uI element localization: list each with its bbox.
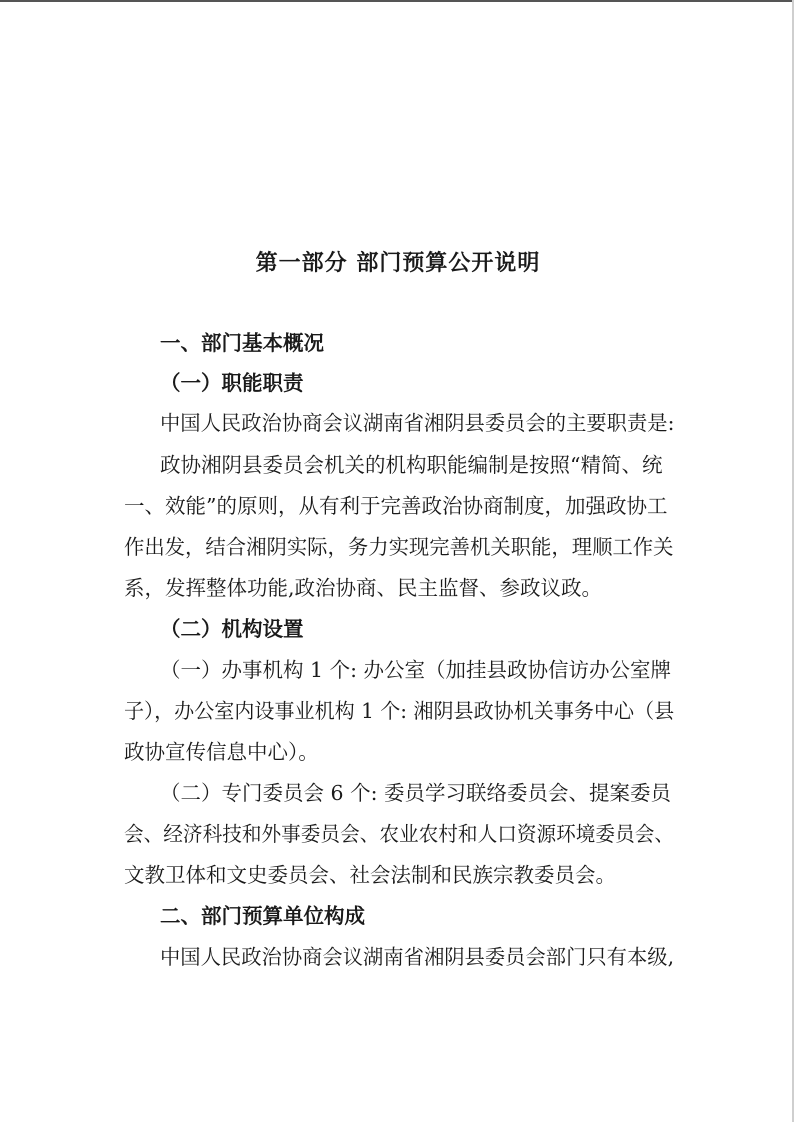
scan-top-edge [0, 0, 794, 2]
section-heading-budget-units: 二、部门预算单位构成 [160, 904, 365, 928]
duties-para-line: 系，发挥整体功能,政治协商、民主监督、参政议政。 [124, 576, 603, 600]
duties-para-line: 政协湘阴县委员会机关的机构职能编制是按照“精简、统 [160, 453, 663, 477]
document-title: 第一部分 部门预算公开说明 [255, 250, 541, 276]
organization-item2-line: （二）专门委员会 6 个: 委员学习联络委员会、提案委员 [160, 781, 671, 805]
organization-item1-line: 政协宣传信息中心）。 [124, 740, 319, 764]
organization-item2-line: 会、经济科技和外事委员会、农业农村和人口资源环境委员会、 [124, 822, 675, 846]
section-heading-basic-overview: 一、部门基本概况 [160, 331, 324, 355]
organization-item2-line: 文教卫体和文史委员会、社会法制和民族宗教委员会。 [124, 863, 616, 887]
duties-para-line: 一、效能”的原则，从有利于完善政治协商制度，加强政协工 [124, 494, 668, 518]
budget-units-para-line: 中国人民政治协商会议湖南省湘阴县委员会部门只有本级, [160, 945, 675, 969]
duties-intro: 中国人民政治协商会议湖南省湘阴县委员会的主要职责是: [160, 411, 675, 435]
organization-item1-line: 子），办公室内设事业机构 1 个: 湘阴县政协机关事务中心（县 [124, 699, 675, 723]
organization-item1-line: （一）办事机构 1 个: 办公室（加挂县政协信访办公室牌 [160, 658, 671, 682]
subsection-heading-organization: （二）机构设置 [160, 617, 304, 641]
duties-para-line: 作出发，结合湘阴实际，务力实现完善机关职能，理顺工作关 [124, 535, 674, 559]
subsection-heading-duties: （一）职能职责 [160, 371, 304, 395]
